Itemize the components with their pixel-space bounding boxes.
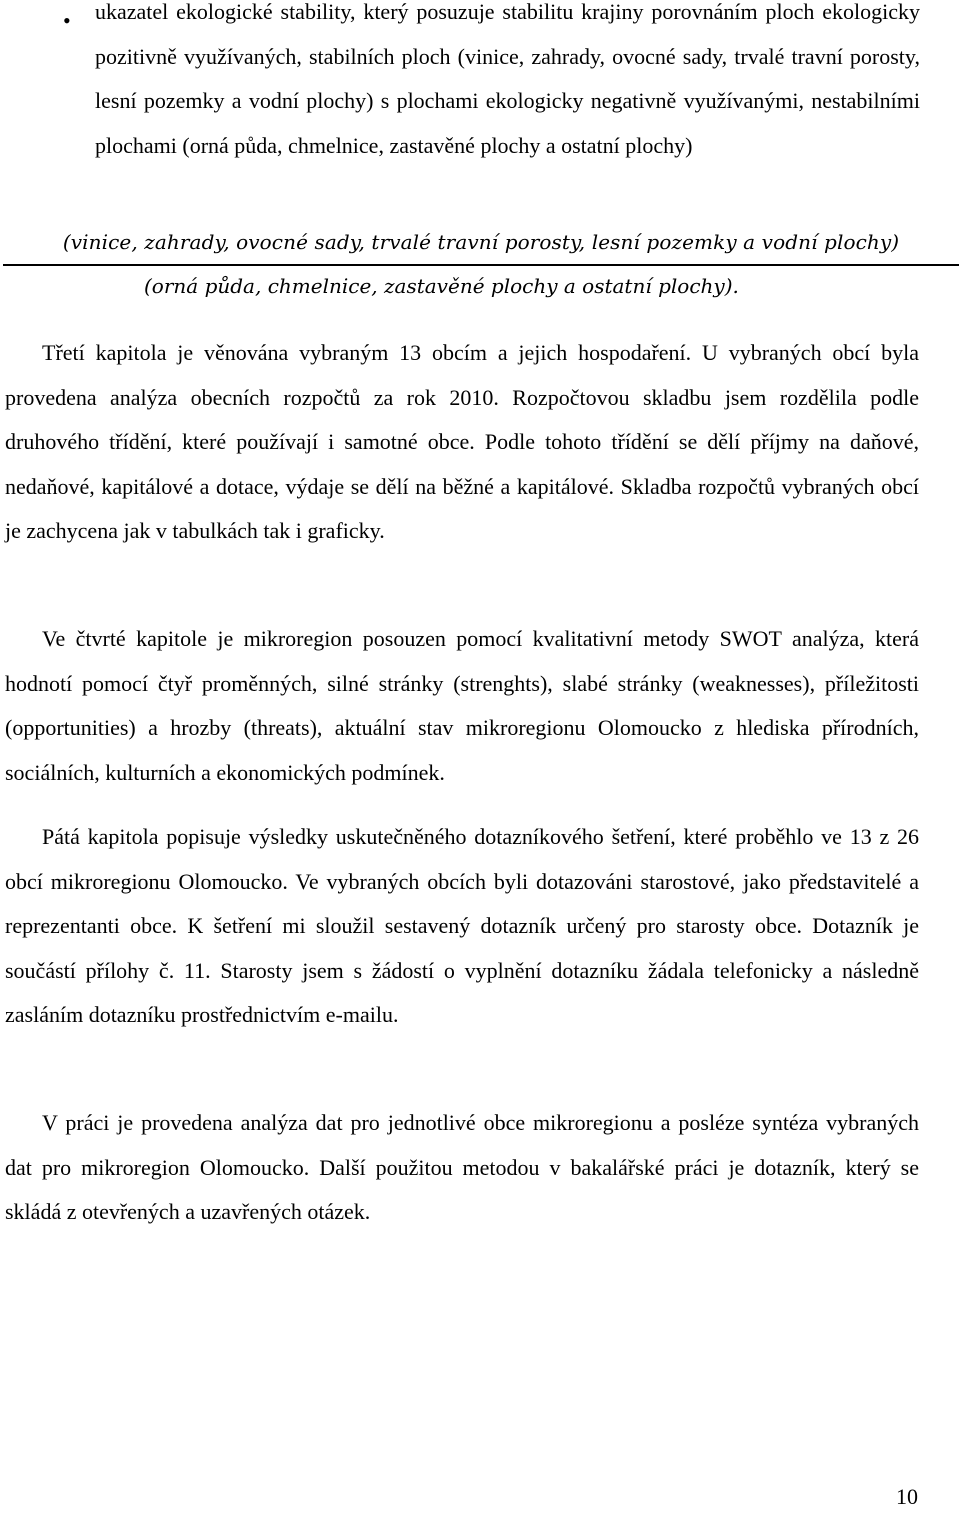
page-number: 10 (896, 1484, 918, 1509)
bullet-text: ukazatel ekologické stability, který posuzuje stabilitu krajiny porovnáním ploch ekologicky pozitivně využívaných, stabilních ploch (vinice, zahrady, ovocné sady, trvalé travní porosty, lesní pozemky a vodní plochy) s plochami ekologicky negativně využívanými, nestabilními plochami (orná půda, chmelnice, zastavěné plochy a ostatní plochy) (95, 0, 920, 158)
fraction-bar (3, 264, 959, 266)
bullet-dot: • (63, 8, 71, 33)
paragraph-chapter-four: Ve čtvrté kapitole je mikroregion posouzen pomocí kvalitativní metody SWOT analýza, která hodnotí pomocí čtyř proměnných, silné stránky (strenghts), slabé stránky (weaknesses), příležitosti (opportunities) a hrozby (threats), aktuální stav mikroregionu Olomoucko z hlediska přírodních, sociálních, kulturních a ekonomických podmínek. (5, 626, 919, 785)
paragraph-chapter-five: Pátá kapitola popisuje výsledky uskutečněného dotazníkového šetření, které proběhlo ve 13 z 26 obcí mikroregionu Olomoucko. Ve vybraných obcích byli dotazováni starostové, jako představitelé a reprezentanti obce. K šetření mi sloužil sestavený dotazník určený pro starosty obce. Dotazník je součástí přílohy č. 11. Starosty jsem s žádostí o vyplnění dotazníku žádala telefonicky a následně zasláním dotazníku prostřednictvím e-mailu. (5, 824, 919, 1027)
paragraph-methods: V práci je provedena analýza dat pro jednotlivé obce mikroregionu a posléze syntéza vybraných dat pro mikroregion Olomoucko. Další použitou metodou v bakalářské práci je dotazník, který se skládá z otevřených a uzavřených otázek. (5, 1110, 919, 1224)
paragraph-chapter-three: Třetí kapitola je věnována vybraným 13 obcím a jejich hospodaření. U vybraných obcí byla provedena analýza obecních rozpočtů za rok 2010. Rozpočtovou skladbu jsem rozdělila podle druhového třídění, které používají i samotné obce. Podle tohoto třídění se dělí příjmy na daňové, nedaňové, kapitálové a dotace, výdaje se dělí na běžné a kapitálové. Skladba rozpočtů vybraných obcí je zachycena jak v tabulkách tak i graficky. (5, 340, 919, 543)
formula-denominator: (orná půda, chmelnice, zastavěné plochy a ostatní plochy). (144, 274, 739, 298)
formula-numerator: (vinice, zahrady, ovocné sady, trvalé travní porosty, lesní pozemky a vodní plochy) (62, 230, 900, 254)
